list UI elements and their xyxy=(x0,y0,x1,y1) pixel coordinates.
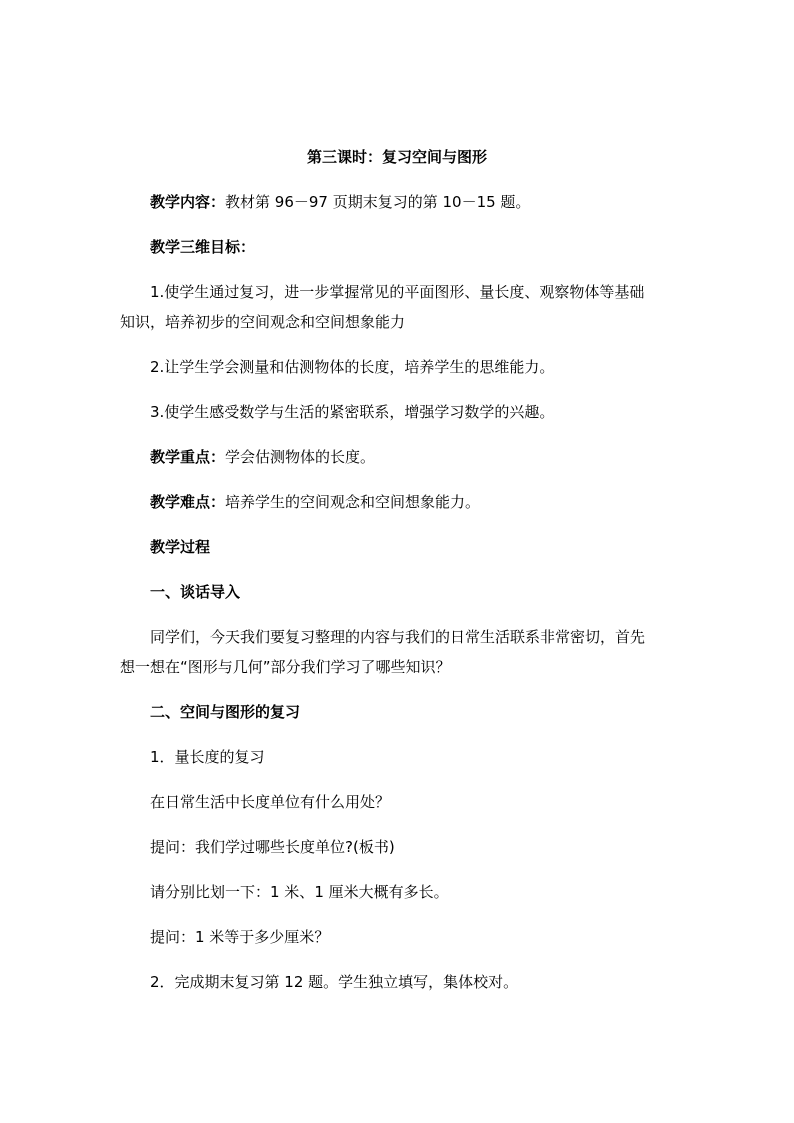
intro-line-1: 同学们，今天我们要复习整理的内容与我们的日常生活联系非常密切，首先 xyxy=(150,628,646,646)
difficulty-paragraph xyxy=(150,492,480,512)
key-point-paragraph xyxy=(150,447,375,467)
item-1-heading: 1．量长度的复习 xyxy=(150,748,265,766)
difficulty-label: 教学难点： xyxy=(150,493,226,511)
teaching-content-label: 教学内容： xyxy=(150,193,226,211)
section-2-heading: 二、空间与图形的复习 xyxy=(150,703,301,721)
goal-1-line-1: 1.使学生通过复习，进一步掌握常见的平面图形、量长度、观察物体等基础 xyxy=(150,283,645,301)
question-4: 提问：1 米等于多少厘米？ xyxy=(150,928,330,946)
difficulty-text: 培养学生的空间观念和空间想象能力。 xyxy=(225,493,481,511)
page-title: 第三课时：复习空间与图形 xyxy=(306,148,487,166)
goal-2: 2.让学生学会测量和估测物体的长度，培养学生的思维能力。 xyxy=(150,358,555,376)
teaching-content-paragraph xyxy=(150,192,530,212)
key-point-label: 教学重点： xyxy=(150,448,226,466)
goal-3: 3.使学生感受数学与生活的紧密联系，增强学习数学的兴趣。 xyxy=(150,403,555,421)
intro-line-2: 想一想在“图形与几何”部分我们学习了哪些知识？ xyxy=(120,658,451,676)
question-2: 提问：我们学过哪些长度单位?(板书) xyxy=(150,838,395,856)
question-1: 在日常生活中长度单位有什么用处？ xyxy=(150,793,391,811)
process-heading: 教学过程 xyxy=(150,538,211,556)
section-1-heading: 一、谈话导入 xyxy=(150,583,241,601)
goal-1-line-2: 知识，培养初步的空间观念和空间想象能力 xyxy=(120,313,406,331)
teaching-content-text: 教材第 96－97 页期末复习的第 10－15 题。 xyxy=(225,193,531,211)
goals-heading: 教学三维目标： xyxy=(150,238,256,256)
key-point-text: 学会估测物体的长度。 xyxy=(225,448,376,466)
question-3: 请分别比划一下：1 米、1 厘米大概有多长。 xyxy=(150,883,449,901)
item-2: 2．完成期末复习第 12 题。学生独立填写，集体校对。 xyxy=(150,973,519,991)
